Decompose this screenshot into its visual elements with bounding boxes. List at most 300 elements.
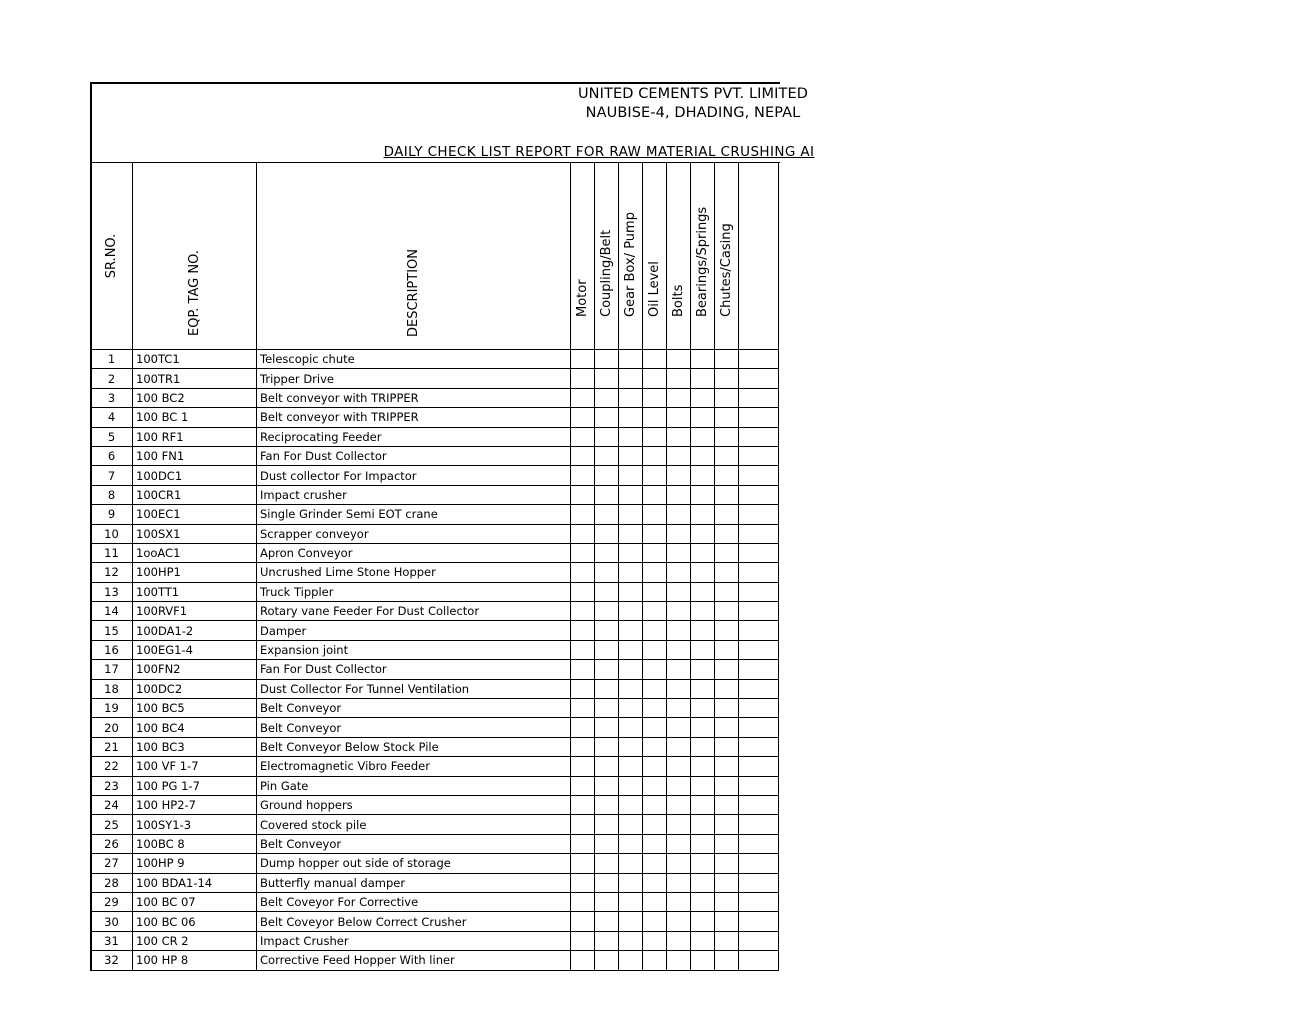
check-cell[interactable]: [739, 350, 779, 369]
check-cell[interactable]: [715, 543, 739, 562]
check-cell[interactable]: [571, 795, 595, 814]
check-cell[interactable]: [571, 776, 595, 795]
tag-no-cell: 100 RF1: [133, 427, 257, 446]
check-cell[interactable]: [715, 699, 739, 718]
check-cell[interactable]: [691, 427, 715, 446]
tag-no-cell: 100RVF1: [133, 602, 257, 621]
check-cell[interactable]: [595, 834, 619, 853]
check-cell[interactable]: [667, 679, 691, 698]
check-cell[interactable]: [715, 582, 739, 601]
check-cell[interactable]: [595, 660, 619, 679]
check-cell[interactable]: [619, 931, 643, 950]
check-cell[interactable]: [739, 621, 779, 640]
check-cell[interactable]: [667, 543, 691, 562]
check-cell[interactable]: [643, 427, 667, 446]
check-cell[interactable]: [739, 427, 779, 446]
table-row: [91, 446, 779, 465]
check-cell[interactable]: [571, 621, 595, 640]
check-cell[interactable]: [667, 757, 691, 776]
check-cell[interactable]: [619, 505, 643, 524]
check-cell[interactable]: [571, 815, 595, 834]
check-cell[interactable]: [739, 699, 779, 718]
check-cell[interactable]: [643, 466, 667, 485]
check-cell[interactable]: [667, 466, 691, 485]
check-cell[interactable]: [715, 873, 739, 892]
check-cell[interactable]: [691, 931, 715, 950]
check-cell[interactable]: [595, 427, 619, 446]
check-cell[interactable]: [571, 931, 595, 950]
check-cell[interactable]: [667, 892, 691, 911]
check-cell[interactable]: [571, 892, 595, 911]
check-cell[interactable]: [715, 602, 739, 621]
check-cell[interactable]: [619, 815, 643, 834]
check-cell[interactable]: [715, 660, 739, 679]
check-cell[interactable]: [739, 737, 779, 756]
check-cell[interactable]: [571, 718, 595, 737]
check-cell[interactable]: [691, 543, 715, 562]
sr-no-cell: 12: [91, 563, 133, 582]
check-cell[interactable]: [739, 951, 779, 970]
check-cell[interactable]: [619, 446, 643, 465]
check-cell[interactable]: [715, 718, 739, 737]
check-cell[interactable]: [715, 388, 739, 407]
check-cell[interactable]: [691, 737, 715, 756]
sr-no-cell: 22: [91, 757, 133, 776]
check-cell[interactable]: [667, 408, 691, 427]
check-cell[interactable]: [739, 795, 779, 814]
check-cell[interactable]: [595, 795, 619, 814]
check-cell[interactable]: [691, 602, 715, 621]
check-cell[interactable]: [595, 679, 619, 698]
check-cell[interactable]: [715, 776, 739, 795]
check-cell[interactable]: [619, 582, 643, 601]
check-cell[interactable]: [619, 466, 643, 485]
sr-no-cell: 28: [91, 873, 133, 892]
check-cell[interactable]: [739, 660, 779, 679]
check-cell[interactable]: [643, 718, 667, 737]
check-cell[interactable]: [595, 543, 619, 562]
check-cell[interactable]: [739, 408, 779, 427]
check-cell[interactable]: [691, 369, 715, 388]
check-cell[interactable]: [643, 757, 667, 776]
check-cell[interactable]: [595, 640, 619, 659]
check-cell[interactable]: [619, 660, 643, 679]
tag-no-cell: 100HP 9: [133, 854, 257, 873]
tag-no-cell: 100SX1: [133, 524, 257, 543]
check-cell[interactable]: [619, 408, 643, 427]
check-cell[interactable]: [643, 640, 667, 659]
check-cell[interactable]: [643, 912, 667, 931]
description-cell: Single Grinder Semi EOT crane: [257, 505, 571, 524]
check-cell[interactable]: [595, 563, 619, 582]
check-cell[interactable]: [739, 640, 779, 659]
check-cell[interactable]: [739, 563, 779, 582]
check-cell[interactable]: [739, 931, 779, 950]
check-cell[interactable]: [643, 524, 667, 543]
check-cell[interactable]: [715, 621, 739, 640]
check-cell[interactable]: [571, 912, 595, 931]
check-cell[interactable]: [571, 524, 595, 543]
check-cell[interactable]: [691, 892, 715, 911]
check-cell[interactable]: [643, 602, 667, 621]
check-cell[interactable]: [715, 757, 739, 776]
check-cell[interactable]: [643, 699, 667, 718]
check-cell[interactable]: [691, 699, 715, 718]
check-cell[interactable]: [667, 524, 691, 543]
check-header-chutes-casing: Chutes/Casing: [715, 163, 739, 350]
check-cell[interactable]: [739, 388, 779, 407]
check-cell[interactable]: [715, 912, 739, 931]
check-cell[interactable]: [643, 505, 667, 524]
check-cell[interactable]: [643, 834, 667, 853]
table-row: [91, 543, 779, 562]
check-cell[interactable]: [571, 563, 595, 582]
check-cell[interactable]: [619, 485, 643, 504]
check-cell[interactable]: [619, 912, 643, 931]
check-cell[interactable]: [715, 931, 739, 950]
check-cell[interactable]: [667, 795, 691, 814]
sr-no-cell: 19: [91, 699, 133, 718]
check-cell[interactable]: [595, 737, 619, 756]
check-cell[interactable]: [571, 757, 595, 776]
check-cell[interactable]: [619, 388, 643, 407]
check-cell[interactable]: [571, 854, 595, 873]
check-cell[interactable]: [739, 892, 779, 911]
check-cell[interactable]: [595, 873, 619, 892]
check-cell[interactable]: [667, 446, 691, 465]
check-cell[interactable]: [595, 951, 619, 970]
check-cell[interactable]: [643, 795, 667, 814]
checklist-rows: [91, 350, 779, 971]
check-cell[interactable]: [595, 388, 619, 407]
check-cell[interactable]: [667, 912, 691, 931]
check-cell[interactable]: [715, 640, 739, 659]
check-cell[interactable]: [571, 543, 595, 562]
check-cell[interactable]: [571, 446, 595, 465]
table-row: [91, 427, 779, 446]
tag-no-cell: 100 BC2: [133, 388, 257, 407]
check-cell[interactable]: [739, 543, 779, 562]
check-cell[interactable]: [595, 931, 619, 950]
check-cell[interactable]: [691, 485, 715, 504]
check-cell[interactable]: [739, 369, 779, 388]
check-cell[interactable]: [667, 350, 691, 369]
check-cell[interactable]: [691, 660, 715, 679]
check-cell[interactable]: [667, 834, 691, 853]
check-cell[interactable]: [667, 563, 691, 582]
check-cell[interactable]: [667, 505, 691, 524]
check-cell[interactable]: [571, 834, 595, 853]
check-cell[interactable]: [595, 621, 619, 640]
check-cell[interactable]: [739, 776, 779, 795]
check-cell[interactable]: [667, 602, 691, 621]
check-cell[interactable]: [667, 699, 691, 718]
check-cell[interactable]: [715, 795, 739, 814]
description-cell: Dump hopper out side of storage: [257, 854, 571, 873]
check-cell[interactable]: [643, 873, 667, 892]
check-cell[interactable]: [739, 524, 779, 543]
check-cell[interactable]: [571, 699, 595, 718]
check-cell[interactable]: [619, 718, 643, 737]
check-cell[interactable]: [691, 524, 715, 543]
description-cell: Apron Conveyor: [257, 543, 571, 562]
check-cell[interactable]: [619, 834, 643, 853]
tag-no-cell: 100 BDA1-14: [133, 873, 257, 892]
table-row: [91, 912, 779, 931]
check-cell[interactable]: [643, 485, 667, 504]
check-cell[interactable]: [739, 854, 779, 873]
tag-no-cell: 100EC1: [133, 505, 257, 524]
check-cell[interactable]: [739, 485, 779, 504]
checklist-table: [90, 162, 779, 971]
check-cell[interactable]: [643, 446, 667, 465]
check-cell[interactable]: [691, 854, 715, 873]
check-cell[interactable]: [667, 640, 691, 659]
check-cell[interactable]: [691, 951, 715, 970]
tag-no-cell: 1ooAC1: [133, 543, 257, 562]
sr-no-cell: 2: [91, 369, 133, 388]
check-cell[interactable]: [595, 602, 619, 621]
check-cell[interactable]: [643, 815, 667, 834]
check-cell[interactable]: [691, 815, 715, 834]
check-cell[interactable]: [643, 892, 667, 911]
sr-no-cell: 17: [91, 660, 133, 679]
table-row: [91, 524, 779, 543]
check-cell[interactable]: [667, 815, 691, 834]
check-cell[interactable]: [619, 427, 643, 446]
check-cell[interactable]: [595, 912, 619, 931]
sr-no-cell: 16: [91, 640, 133, 659]
check-cell[interactable]: [595, 757, 619, 776]
check-cell[interactable]: [715, 466, 739, 485]
check-cell[interactable]: [643, 737, 667, 756]
check-cell[interactable]: [619, 951, 643, 970]
check-cell[interactable]: [691, 640, 715, 659]
check-cell[interactable]: [739, 757, 779, 776]
tag-no-cell: 100DC2: [133, 679, 257, 698]
check-cell[interactable]: [667, 369, 691, 388]
check-cell[interactable]: [715, 408, 739, 427]
check-cell[interactable]: [643, 854, 667, 873]
check-cell[interactable]: [667, 582, 691, 601]
check-cell[interactable]: [691, 408, 715, 427]
check-cell[interactable]: [667, 873, 691, 892]
check-cell[interactable]: [619, 350, 643, 369]
check-cell[interactable]: [643, 951, 667, 970]
check-cell[interactable]: [571, 350, 595, 369]
check-cell[interactable]: [715, 892, 739, 911]
check-cell[interactable]: [571, 582, 595, 601]
check-cell[interactable]: [595, 524, 619, 543]
check-cell[interactable]: [595, 776, 619, 795]
check-cell[interactable]: [739, 446, 779, 465]
check-cell[interactable]: [643, 776, 667, 795]
check-cell[interactable]: [595, 505, 619, 524]
check-cell[interactable]: [715, 951, 739, 970]
check-cell[interactable]: [739, 873, 779, 892]
check-cell[interactable]: [643, 660, 667, 679]
table-row: [91, 834, 779, 853]
check-cell[interactable]: [619, 854, 643, 873]
check-cell[interactable]: [619, 640, 643, 659]
check-cell[interactable]: [619, 795, 643, 814]
check-cell[interactable]: [571, 737, 595, 756]
check-cell[interactable]: [619, 737, 643, 756]
check-cell[interactable]: [571, 505, 595, 524]
check-cell[interactable]: [571, 873, 595, 892]
sr-no-cell: 27: [91, 854, 133, 873]
check-cell[interactable]: [595, 350, 619, 369]
check-cell[interactable]: [595, 815, 619, 834]
check-cell[interactable]: [643, 388, 667, 407]
check-cell[interactable]: [691, 582, 715, 601]
check-cell[interactable]: [643, 621, 667, 640]
check-cell[interactable]: [739, 718, 779, 737]
sr-no-cell: 30: [91, 912, 133, 931]
check-cell[interactable]: [691, 718, 715, 737]
check-cell[interactable]: [691, 621, 715, 640]
check-cell[interactable]: [571, 388, 595, 407]
check-cell[interactable]: [619, 679, 643, 698]
check-cell[interactable]: [595, 369, 619, 388]
check-cell[interactable]: [691, 466, 715, 485]
check-cell[interactable]: [667, 718, 691, 737]
check-cell[interactable]: [739, 582, 779, 601]
check-cell[interactable]: [715, 679, 739, 698]
check-cell[interactable]: [595, 485, 619, 504]
check-cell[interactable]: [691, 795, 715, 814]
sr-no-cell: 31: [91, 931, 133, 950]
check-cell[interactable]: [619, 873, 643, 892]
check-cell[interactable]: [595, 408, 619, 427]
tag-no-cell: 100 BC 1: [133, 408, 257, 427]
check-cell[interactable]: [739, 815, 779, 834]
check-cell[interactable]: [643, 369, 667, 388]
check-cell[interactable]: [619, 621, 643, 640]
check-cell[interactable]: [595, 446, 619, 465]
check-cell[interactable]: [715, 446, 739, 465]
check-cell[interactable]: [715, 563, 739, 582]
check-cell[interactable]: [667, 931, 691, 950]
check-cell[interactable]: [667, 427, 691, 446]
check-cell[interactable]: [739, 834, 779, 853]
check-cell[interactable]: [667, 621, 691, 640]
check-cell[interactable]: [595, 699, 619, 718]
check-cell[interactable]: [715, 350, 739, 369]
check-cell[interactable]: [715, 737, 739, 756]
check-cell[interactable]: [643, 679, 667, 698]
check-cell[interactable]: [619, 757, 643, 776]
check-cell[interactable]: [715, 427, 739, 446]
description-cell: Scrapper conveyor: [257, 524, 571, 543]
check-cell[interactable]: [571, 951, 595, 970]
check-cell[interactable]: [619, 563, 643, 582]
check-cell[interactable]: [571, 369, 595, 388]
check-cell[interactable]: [667, 951, 691, 970]
description-cell: Expansion joint: [257, 640, 571, 659]
check-cell[interactable]: [691, 505, 715, 524]
check-cell[interactable]: [691, 912, 715, 931]
check-cell[interactable]: [619, 892, 643, 911]
check-cell[interactable]: [571, 660, 595, 679]
check-cell[interactable]: [739, 679, 779, 698]
check-cell[interactable]: [739, 602, 779, 621]
check-header-extra: [739, 163, 779, 350]
check-cell[interactable]: [667, 485, 691, 504]
sr-no-cell: 9: [91, 505, 133, 524]
check-header-bolts: Bolts: [667, 163, 691, 350]
check-cell[interactable]: [619, 369, 643, 388]
check-cell[interactable]: [619, 524, 643, 543]
check-cell[interactable]: [595, 892, 619, 911]
sr-no-cell: 18: [91, 679, 133, 698]
table-row: [91, 951, 779, 970]
check-cell[interactable]: [691, 757, 715, 776]
check-cell[interactable]: [619, 543, 643, 562]
check-cell[interactable]: [595, 854, 619, 873]
check-cell[interactable]: [619, 776, 643, 795]
check-cell[interactable]: [643, 931, 667, 950]
check-cell[interactable]: [643, 408, 667, 427]
check-cell[interactable]: [715, 834, 739, 853]
check-cell[interactable]: [667, 854, 691, 873]
description-header: DESCRIPTION: [257, 163, 571, 350]
check-cell[interactable]: [643, 563, 667, 582]
check-cell[interactable]: [691, 388, 715, 407]
check-cell[interactable]: [571, 466, 595, 485]
check-cell[interactable]: [691, 563, 715, 582]
check-cell[interactable]: [715, 485, 739, 504]
check-cell[interactable]: [715, 815, 739, 834]
check-cell[interactable]: [643, 582, 667, 601]
check-cell[interactable]: [571, 408, 595, 427]
check-cell[interactable]: [619, 602, 643, 621]
check-cell[interactable]: [667, 737, 691, 756]
check-cell[interactable]: [595, 582, 619, 601]
check-cell[interactable]: [691, 679, 715, 698]
check-cell[interactable]: [715, 524, 739, 543]
check-header-motor: Motor: [571, 163, 595, 350]
check-cell[interactable]: [691, 834, 715, 853]
check-cell[interactable]: [571, 602, 595, 621]
check-cell[interactable]: [691, 350, 715, 369]
check-cell[interactable]: [619, 699, 643, 718]
check-cell[interactable]: [667, 776, 691, 795]
check-cell[interactable]: [595, 718, 619, 737]
check-cell[interactable]: [571, 485, 595, 504]
check-cell[interactable]: [691, 776, 715, 795]
check-cell[interactable]: [571, 679, 595, 698]
check-cell[interactable]: [715, 854, 739, 873]
tag-no-cell: 100TR1: [133, 369, 257, 388]
check-cell[interactable]: [691, 873, 715, 892]
sr-no-cell: 13: [91, 582, 133, 601]
check-cell[interactable]: [739, 912, 779, 931]
check-cell[interactable]: [691, 446, 715, 465]
check-cell[interactable]: [595, 466, 619, 485]
check-cell[interactable]: [643, 543, 667, 562]
check-cell[interactable]: [739, 466, 779, 485]
check-cell[interactable]: [667, 660, 691, 679]
sr-no-cell: 8: [91, 485, 133, 504]
check-cell[interactable]: [667, 388, 691, 407]
check-cell[interactable]: [643, 350, 667, 369]
check-cell[interactable]: [571, 427, 595, 446]
check-cell[interactable]: [715, 369, 739, 388]
check-cell[interactable]: [715, 505, 739, 524]
check-cell[interactable]: [739, 505, 779, 524]
check-cell[interactable]: [571, 640, 595, 659]
